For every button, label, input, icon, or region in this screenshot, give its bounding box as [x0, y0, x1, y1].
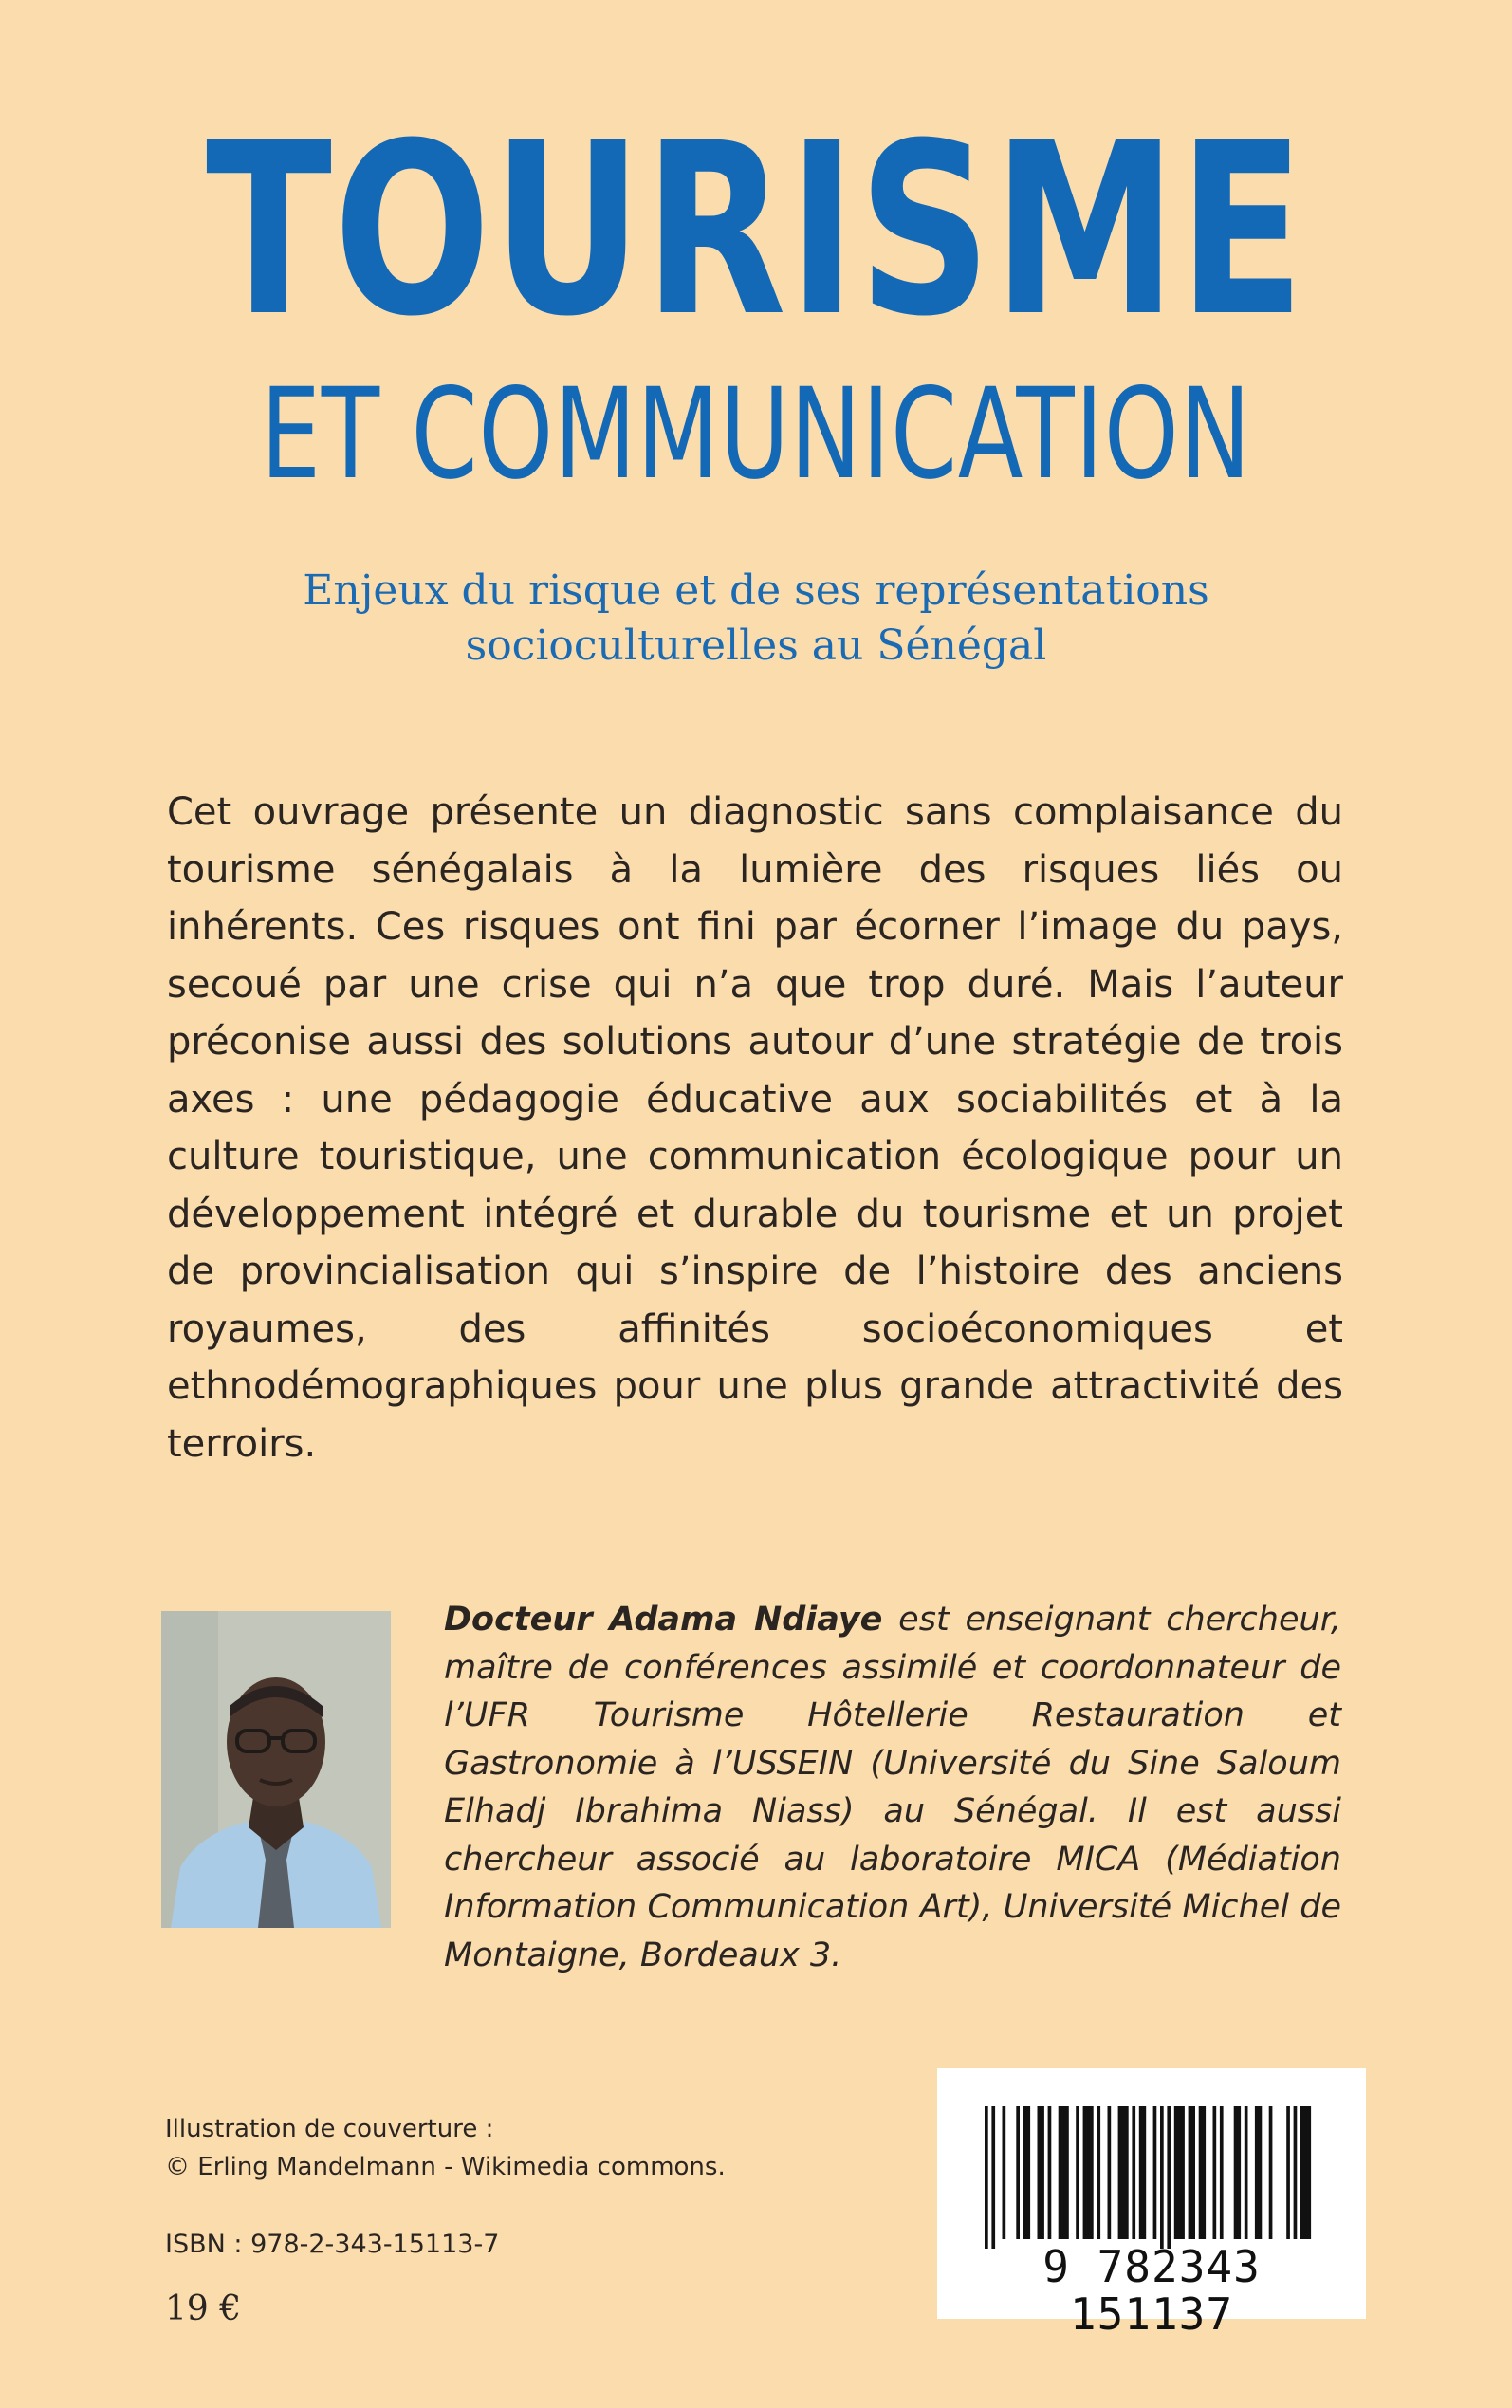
barcode-bar	[1160, 2106, 1164, 2249]
subtitle-line-1: Enjeux du risque et de ses représentations	[303, 566, 1209, 615]
barcode	[937, 2068, 1366, 2340]
cover-credit	[165, 2110, 726, 2186]
barcode-bar	[1132, 2106, 1135, 2239]
barcode-digits: 9 782343 151137	[1042, 2241, 1261, 2340]
barcode-bar	[1048, 2106, 1052, 2239]
barcode-bar	[1023, 2106, 1030, 2239]
barcode-bar	[1108, 2106, 1112, 2239]
author-photo	[161, 1611, 391, 1928]
barcode-bar	[1255, 2106, 1262, 2239]
barcode-bar	[1083, 2106, 1094, 2239]
barcode-bar	[1213, 2106, 1217, 2239]
barcode-bar	[1167, 2106, 1171, 2249]
barcode-bar	[1097, 2106, 1100, 2239]
barcode-bar	[1118, 2106, 1129, 2239]
summary-text: Cet ouvrage présente un diagnostic sans complaisance du tourisme sénégalais à la lumière des risques liés ou inhérents. Ces risques ont fini par écorner l’image du pays, secoué par une crise qui n’a que trop duré. Mais l’auteur préconise aussi des solutions autour d’une stratégie de trois axes : une pédagogie éducative aux sociabilités et à la culture touristique, une communication écologique pour un développement intégré et durable du tourisme et un projet de provincialisation qui s’inspire de l’histoire des anciens royaumes, des affinités socioéconomiques et ethnodémographiques pour une plus grande attractivité des terroirs.	[167, 790, 1343, 1466]
barcode-bar	[1076, 2106, 1079, 2239]
barcode-bar	[1016, 2106, 1020, 2239]
barcode-bar	[1003, 2106, 1006, 2239]
author-name: Docteur Adama Ndiaye	[444, 1601, 883, 1639]
cover-credit-label: Illustration de couverture :	[165, 2115, 494, 2143]
barcode-bar	[1199, 2106, 1206, 2239]
barcode-bar	[1318, 2106, 1319, 2239]
isbn: ISBN : 978-2-343-15113-7	[165, 2230, 500, 2259]
author-portrait-icon	[161, 1611, 391, 1928]
barcode-bar	[1174, 2106, 1185, 2239]
barcode-bar	[1220, 2106, 1224, 2239]
book-title: TOURISME	[205, 92, 1307, 368]
price: 19 €	[165, 2289, 242, 2328]
book-title-secondary: ET COMMUNICATION	[260, 361, 1252, 508]
barcode-bar	[1139, 2106, 1146, 2239]
cover-credit-source: © Erling Mandelmann - Wikimedia commons.	[165, 2153, 726, 2181]
barcode-bar	[1189, 2106, 1195, 2239]
author-bio-text: est enseignant chercheur, maître de conférences assimilé et coordonnateur de l’UFR Tourisme Hôtellerie Restauration et Gastronomie à l’USSEIN (Université du Sine Saloum Elhadj Ibrahima Niass) au Sénégal. Il est aussi chercheur associé au laboratoire MICA (Médiation Information Communication Art), Université Michel de Montaigne, Bordeaux 3.	[444, 1601, 1341, 1974]
barcode-bar	[991, 2106, 995, 2249]
barcode-bar	[1294, 2106, 1298, 2239]
author-bio	[444, 1596, 1341, 1979]
barcode-bar	[1059, 2106, 1069, 2239]
barcode-bar	[985, 2106, 988, 2249]
barcode-bar	[1300, 2106, 1311, 2239]
subtitle-line-2: socioculturelles au Sénégal	[465, 621, 1047, 670]
barcode-bars-icon	[985, 2106, 1318, 2249]
barcode-bar	[1038, 2106, 1044, 2239]
barcode-bar	[1269, 2106, 1273, 2239]
barcode-bar	[1245, 2106, 1248, 2239]
book-subtitle	[142, 564, 1370, 674]
barcode-bar	[1153, 2106, 1157, 2239]
barcode-bar	[1286, 2106, 1290, 2239]
barcode-bar	[1234, 2106, 1241, 2239]
